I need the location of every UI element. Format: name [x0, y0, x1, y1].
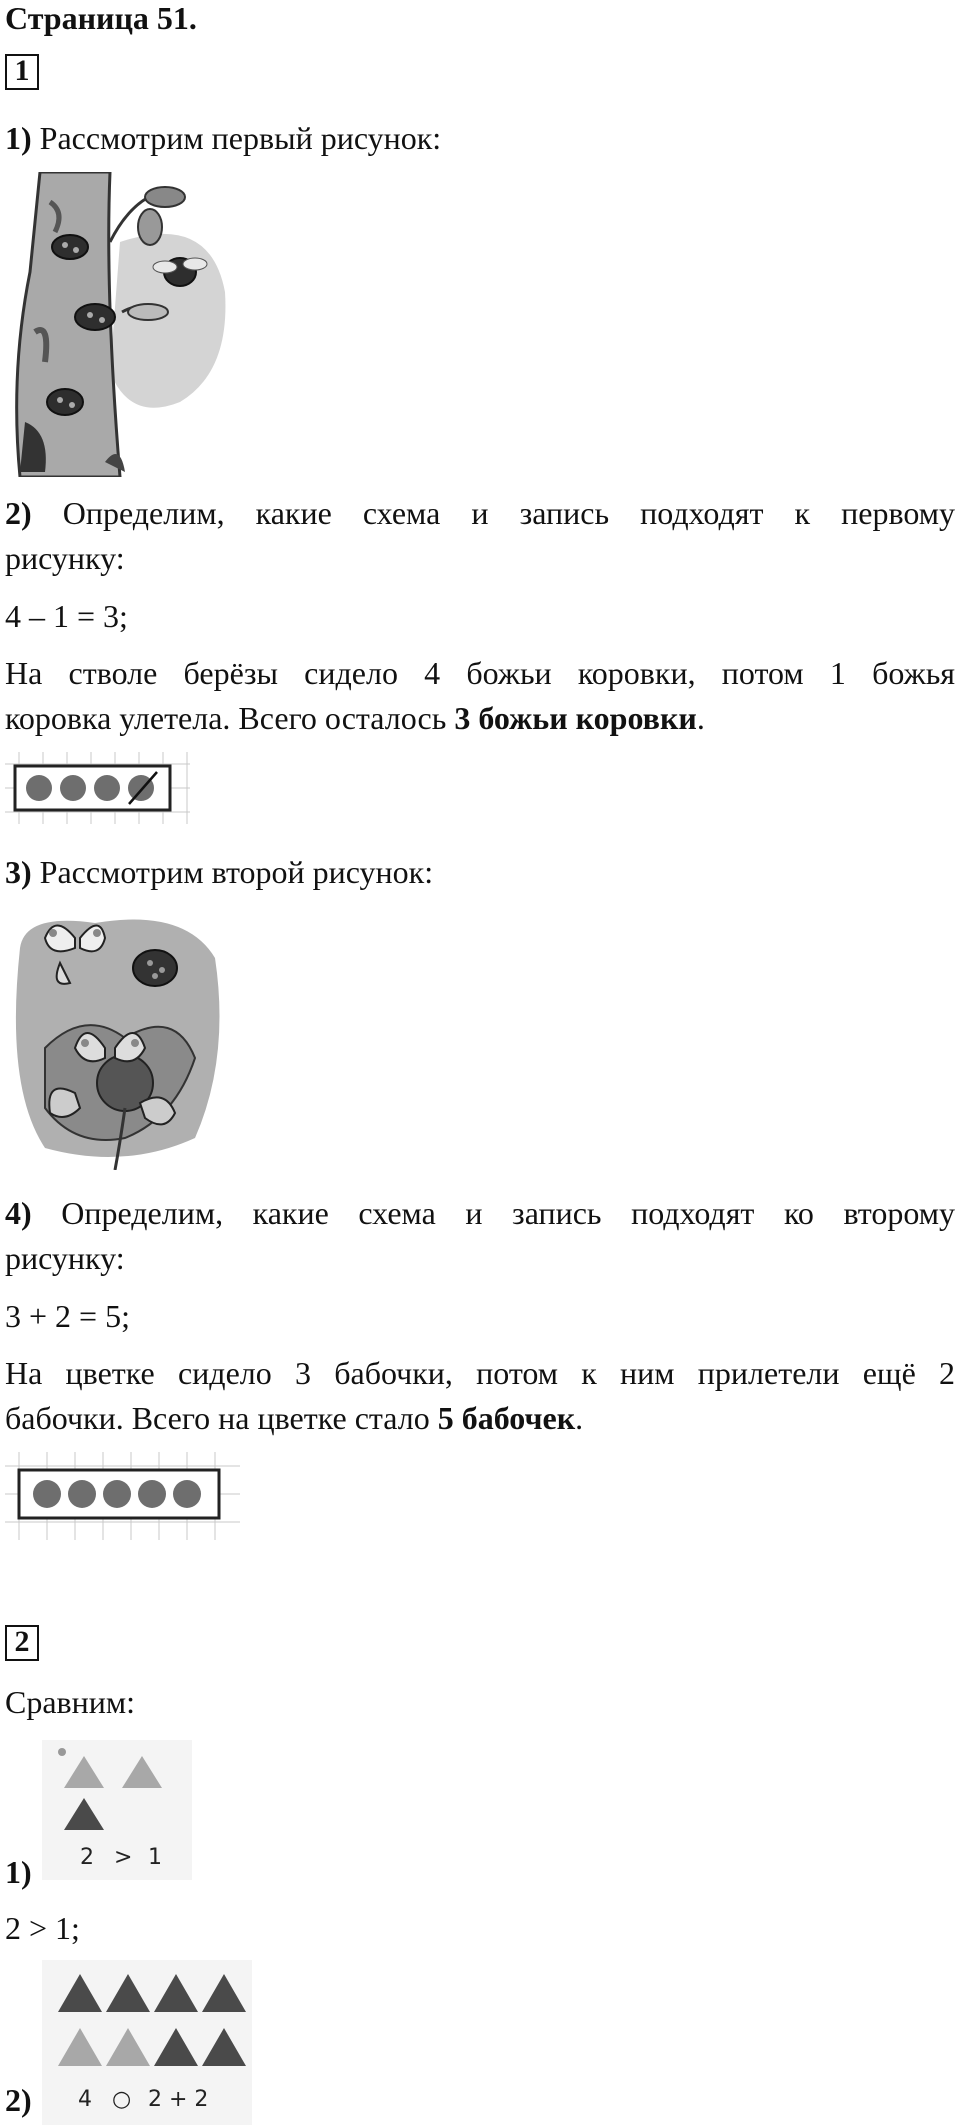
- item-number: 1): [5, 1854, 32, 1890]
- step-number: 4): [5, 1195, 32, 1231]
- step-2-text: [5, 490, 955, 536]
- story-line: [5, 698, 705, 738]
- step-3-text: [5, 852, 433, 892]
- pic-label-left: 4: [78, 2087, 92, 2112]
- pic-label-right: 1: [148, 1845, 162, 1870]
- comparison-result: 2 > 1;: [5, 1910, 80, 1946]
- equation: 3 + 2 = 5;: [5, 1298, 130, 1334]
- step-text: Рассмотрим второй рисунок:: [31, 854, 434, 890]
- step-number: 2): [5, 495, 32, 531]
- step-1-text: [5, 118, 441, 158]
- step-text: Рассмотрим первый рисунок:: [31, 120, 442, 156]
- ladybugs-tree-picture: [10, 172, 230, 477]
- story-line: На стволе берёзы сидело 4 божьи коровки, потом 1 божья: [5, 655, 955, 691]
- story-answer: 5 бабочек: [437, 1400, 576, 1436]
- scheme-4-minus-1: [5, 752, 190, 824]
- story-text: коровка улетела. Всего осталось: [5, 700, 455, 736]
- task-number-box: 2: [5, 1625, 39, 1661]
- step-2-text-cont: рисунку:: [5, 540, 125, 576]
- step-4-text: [5, 1190, 955, 1236]
- pic-label-op: ○: [112, 2087, 132, 2112]
- step-text: Определим, какие схема и запись подходят ко второму: [31, 1195, 955, 1231]
- equation: 4 – 1 = 3;: [5, 598, 128, 634]
- triangles-compare-1: [42, 1740, 192, 1880]
- step-number: 1): [5, 120, 32, 156]
- pic-label-left: 2: [80, 1845, 94, 1870]
- pic-label-right: 2 + 2: [148, 2087, 209, 2112]
- story-text: бабочки. Всего на цветке стало: [5, 1400, 438, 1436]
- pic-label-op: >: [114, 1845, 133, 1870]
- item-number: 2): [5, 2082, 32, 2118]
- step-text: Определим, какие схема и запись подходят к первому: [31, 495, 955, 531]
- step-4-text-cont: рисунку:: [5, 1240, 125, 1276]
- scheme-3-plus-2: [5, 1452, 240, 1540]
- page-title: Страница 51.: [5, 0, 197, 36]
- story-line: На цветке сидело 3 бабочки, потом к ним прилетели ещё 2: [5, 1355, 955, 1391]
- story-text: .: [575, 1400, 584, 1436]
- story-text: .: [696, 700, 705, 736]
- triangles-compare-2: [42, 1960, 252, 2125]
- story-line: [5, 1398, 583, 1438]
- intro-text: Сравним:: [5, 1684, 136, 1720]
- step-number: 3): [5, 854, 32, 890]
- butterflies-flower-picture: [5, 908, 230, 1170]
- task-number-box: 1: [5, 54, 39, 90]
- story-answer: 3 божьи коровки: [454, 700, 697, 736]
